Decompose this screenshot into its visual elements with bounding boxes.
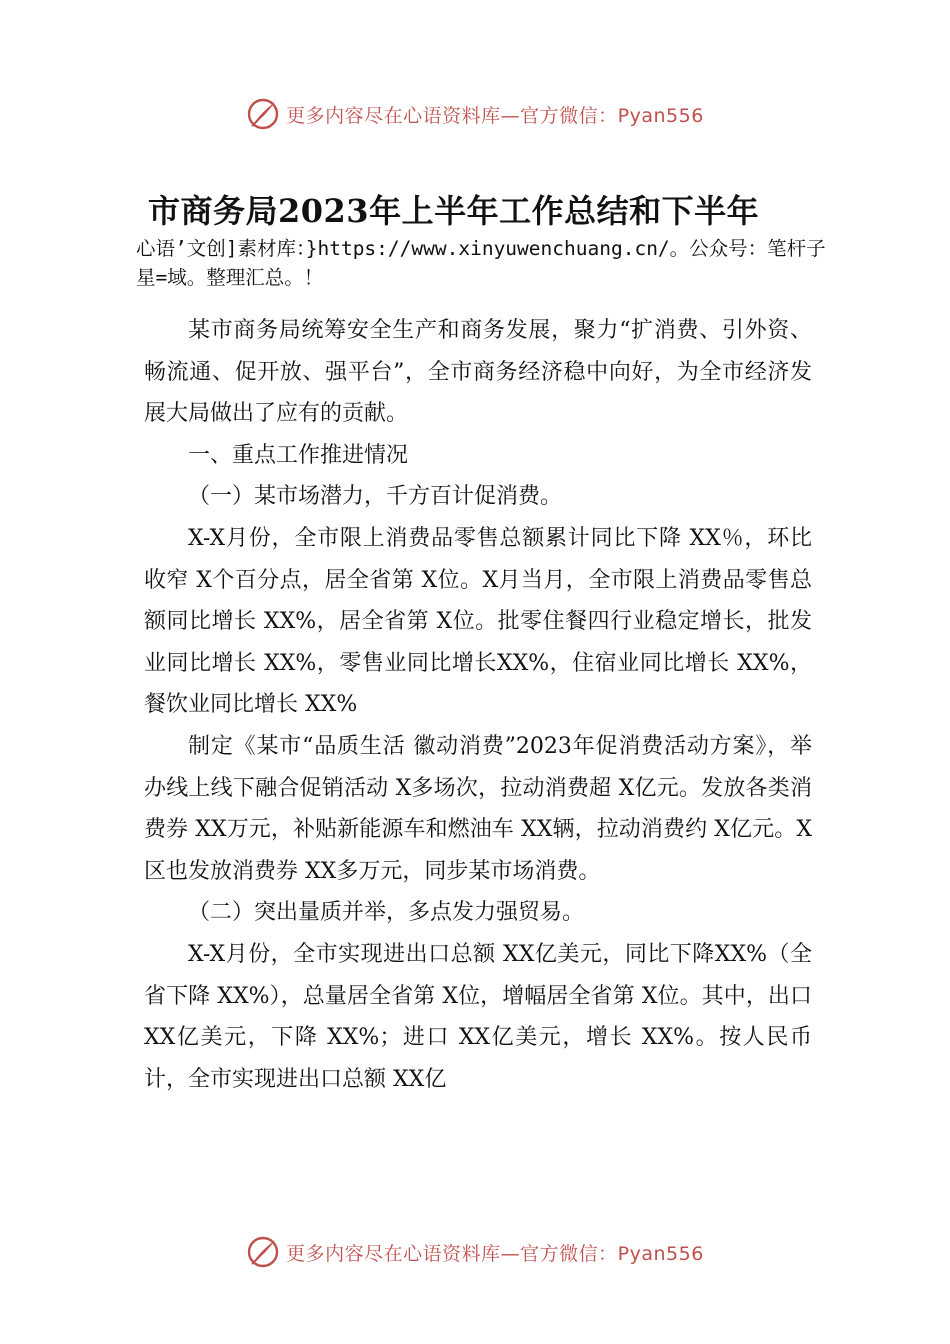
banner-label: 更多内容尽在心语资料库—官方微信： <box>286 104 618 127</box>
subsection-heading-1: （一）某市场潜力，千方百计促消费。 <box>188 484 563 510</box>
quill-circle-logo-icon <box>246 97 280 131</box>
section-heading-1: 一、重点工作推进情况 <box>188 442 409 468</box>
paragraph-consumption-plan: 制定《某市“品质生活 徽动消费”2023年促消费活动方案》，举办线上线下融合促销活动 X多场次，拉动消费超 X亿元。发放各类消费券 XX万元，补贴新能源车和燃油车 XX辆，拉动消费约 X亿元。X区也发放消费券 XX多万元，同步某市场消费。 <box>144 733 812 884</box>
subsection-heading-2: （二）突出量质并举，多点发力强贸易。 <box>188 900 585 926</box>
paragraph-intro: 某市商务局统筹安全生产和商务发展，聚力“扩消费、引外资、畅流通、促开放、强平台”，全市商务经济稳中向好，为全市经济发展大局做出了应有的贡献。 <box>144 318 812 427</box>
document-body <box>144 310 812 1100</box>
banner-text <box>286 1239 704 1266</box>
paragraph-trade-stats: X-X月份，全市实现进出口总额 XX亿美元，同比下降XX%（全省下降 XX%），总量居全省第 X位，增幅居全省第 X位。其中，出口 XX亿美元，下降 XX%；进口 XX亿美元，增长 XX%。按人民币计，全市实现进出口总额 XX亿 <box>144 941 812 1092</box>
footer-banner <box>0 1232 950 1272</box>
banner-wechat-id: Pyan556 <box>617 1242 704 1265</box>
source-note: 心语’文创]素材库：}https://www.xinyuwenchuang.cn/。公众号：笔杆子星=域。整理汇总。！ <box>136 237 826 289</box>
document-title: 市商务局2023年上半年工作总结和下半年 <box>148 192 760 230</box>
banner-label: 更多内容尽在心语资料库—官方微信： <box>286 1242 618 1265</box>
paragraph-consumption-stats: X-X月份，全市限上消费品零售总额累计同比下降 XX％，环比收窄 X个百分点，居全省第 X位。X月当月，全市限上消费品零售总额同比增长 XX%，居全省第 X位。批零住餐四行业稳定增长，批发业同比增长 XX%，零售业同比增长XX%，住宿业同比增长 XX%，餐饮业同比增长 XX% <box>144 525 812 718</box>
header-banner <box>0 94 950 134</box>
banner-text <box>286 101 704 128</box>
banner-wechat-id: Pyan556 <box>617 104 704 127</box>
quill-circle-logo-icon <box>246 1235 280 1269</box>
